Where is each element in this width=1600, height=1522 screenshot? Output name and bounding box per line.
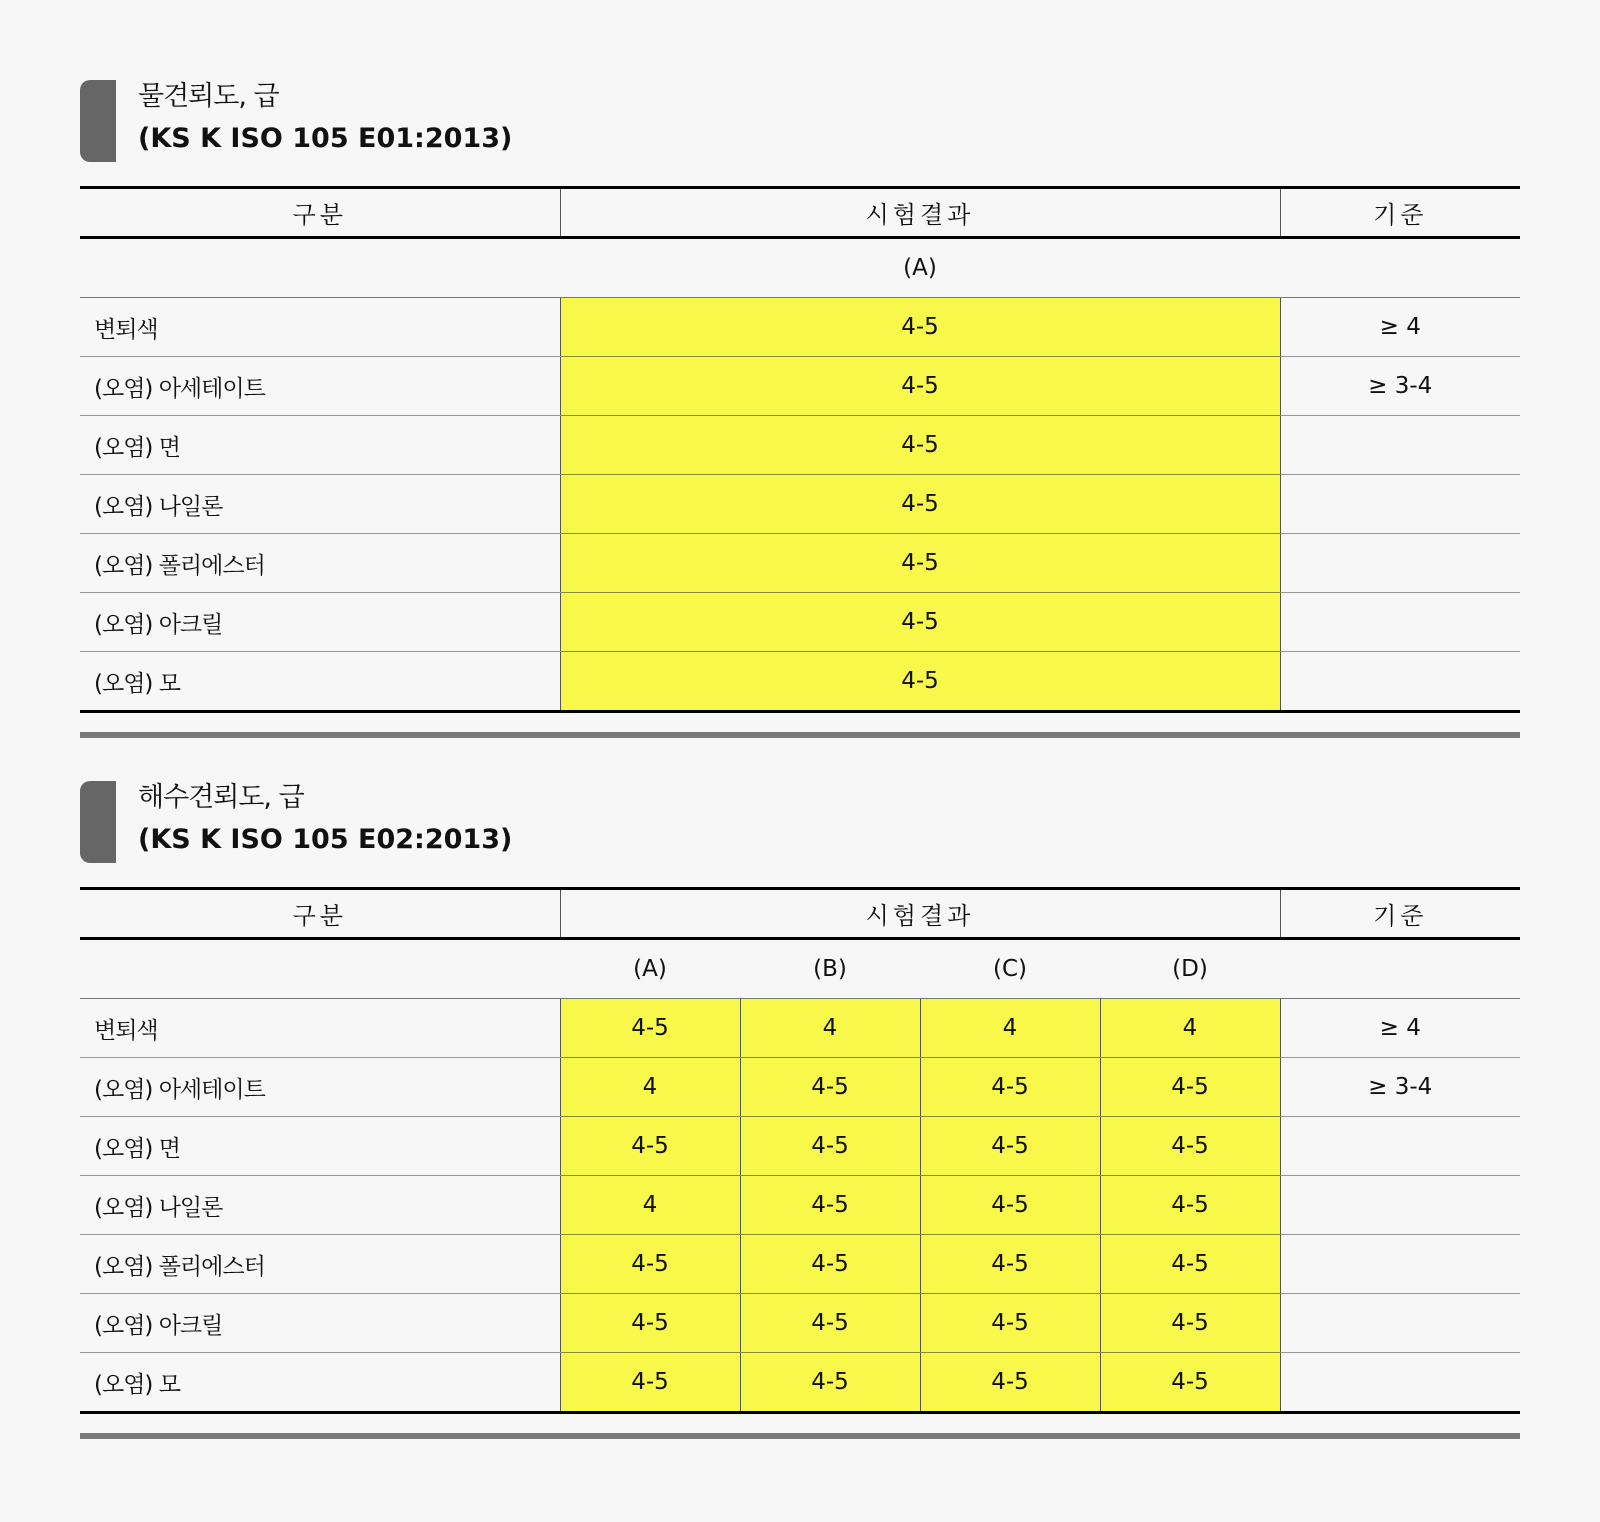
table-row (80, 1294, 1520, 1353)
section-divider (80, 732, 1520, 738)
result-value-cell: 4 (560, 1176, 740, 1235)
title-marker (80, 80, 116, 162)
row-label: 변퇴색 (80, 999, 560, 1058)
result-value-cell: 4-5 (560, 1353, 740, 1413)
result-value-cell: 4-5 (560, 652, 1280, 712)
header-test-result: 시험결과 (560, 889, 1280, 939)
sub-header-row (80, 939, 1520, 999)
water-fastness-section (80, 78, 1520, 697)
table-row (80, 1058, 1520, 1117)
result-value-cell: 4-5 (1100, 1058, 1280, 1117)
header-test-result: 시험결과 (560, 188, 1280, 238)
row-label: (오염) 아세테이트 (80, 1058, 560, 1117)
result-value-cell: 4-5 (740, 1353, 920, 1413)
table-row (80, 652, 1520, 712)
result-value-cell: 4-5 (560, 593, 1280, 652)
title-marker (80, 781, 116, 863)
result-value-cell: 4-5 (560, 357, 1280, 416)
header-standard: 기준 (1280, 188, 1520, 238)
result-value-cell: 4 (920, 999, 1100, 1058)
row-label: (오염) 폴리에스터 (80, 534, 560, 593)
row-label: (오염) 모 (80, 652, 560, 712)
result-value-cell: 4-5 (740, 1117, 920, 1176)
sub-header-cell: (A) (560, 238, 1280, 298)
row-label: (오염) 면 (80, 416, 560, 475)
result-value-cell: 4-5 (1100, 1176, 1280, 1235)
header-category: 구분 (80, 188, 560, 238)
row-label: (오염) 폴리에스터 (80, 1235, 560, 1294)
result-value-cell: 4-5 (920, 1117, 1100, 1176)
row-label: (오염) 아크릴 (80, 593, 560, 652)
table-row (80, 1117, 1520, 1176)
header-standard: 기준 (1280, 889, 1520, 939)
result-value-cell: 4 (740, 999, 920, 1058)
result-value-cell: 4 (560, 1058, 740, 1117)
table-row (80, 298, 1520, 357)
result-value-cell: 4-5 (920, 1176, 1100, 1235)
table-row (80, 416, 1520, 475)
standard-cell: ≥ 4 (1280, 298, 1520, 357)
section-title-main: 물견뢰도, 급 (138, 81, 279, 112)
sub-header-blank (80, 939, 560, 999)
row-label: (오염) 나일론 (80, 475, 560, 534)
sub-header-blank (80, 238, 560, 298)
sub-header-blank (1280, 939, 1520, 999)
result-value-cell: 4-5 (740, 1294, 920, 1353)
seawater-fastness-section (80, 779, 1520, 1398)
section-title-standard: (KS K ISO 105 E02:2013) (138, 824, 513, 855)
result-value-cell: 4-5 (740, 1176, 920, 1235)
standard-cell: ≥ 3-4 (1280, 357, 1520, 416)
sub-header-cell: (C) (920, 939, 1100, 999)
table-header-row (80, 188, 1520, 238)
results-table (80, 887, 1520, 1414)
result-value-cell: 4-5 (560, 1294, 740, 1353)
standard-cell (1280, 475, 1520, 534)
result-value-cell: 4-5 (740, 1235, 920, 1294)
row-label: (오염) 아세테이트 (80, 357, 560, 416)
standard-cell (1280, 1117, 1520, 1176)
table-row (80, 534, 1520, 593)
standard-cell (1280, 593, 1520, 652)
standard-cell: ≥ 4 (1280, 999, 1520, 1058)
row-label: (오염) 아크릴 (80, 1294, 560, 1353)
result-value-cell: 4-5 (1100, 1235, 1280, 1294)
sub-header-cell: (D) (1100, 939, 1280, 999)
section-divider (80, 1433, 1520, 1439)
row-label: 변퇴색 (80, 298, 560, 357)
result-value-cell: 4-5 (920, 1235, 1100, 1294)
result-value-cell: 4-5 (560, 475, 1280, 534)
standard-cell (1280, 1294, 1520, 1353)
sub-header-blank (1280, 238, 1520, 298)
result-value-cell: 4-5 (740, 1058, 920, 1117)
table-row (80, 1176, 1520, 1235)
section-title-standard: (KS K ISO 105 E01:2013) (138, 123, 513, 154)
result-value-cell: 4-5 (560, 416, 1280, 475)
table-row (80, 475, 1520, 534)
standard-cell (1280, 1176, 1520, 1235)
result-value-cell: 4-5 (560, 534, 1280, 593)
standard-cell (1280, 416, 1520, 475)
row-label: (오염) 나일론 (80, 1176, 560, 1235)
result-value-cell: 4-5 (560, 298, 1280, 357)
table-row (80, 593, 1520, 652)
result-value-cell: 4-5 (560, 1235, 740, 1294)
sub-header-cell: (A) (560, 939, 740, 999)
result-value-cell: 4-5 (920, 1353, 1100, 1413)
row-label: (오염) 모 (80, 1353, 560, 1413)
result-value-cell: 4-5 (920, 1058, 1100, 1117)
standard-cell: ≥ 3-4 (1280, 1058, 1520, 1117)
row-label: (오염) 면 (80, 1117, 560, 1176)
standard-cell (1280, 652, 1520, 712)
table-row (80, 999, 1520, 1058)
results-table (80, 186, 1520, 713)
section-title (80, 78, 1520, 186)
table-row (80, 1235, 1520, 1294)
standard-cell (1280, 1235, 1520, 1294)
result-value-cell: 4-5 (560, 999, 740, 1058)
standard-cell (1280, 1353, 1520, 1413)
sub-header-row (80, 238, 1520, 298)
standard-cell (1280, 534, 1520, 593)
section-title-main: 해수견뢰도, 급 (138, 782, 304, 813)
result-value-cell: 4-5 (920, 1294, 1100, 1353)
result-value-cell: 4 (1100, 999, 1280, 1058)
table-row (80, 1353, 1520, 1413)
result-value-cell: 4-5 (560, 1117, 740, 1176)
result-value-cell: 4-5 (1100, 1294, 1280, 1353)
table-row (80, 357, 1520, 416)
header-category: 구분 (80, 889, 560, 939)
sub-header-cell: (B) (740, 939, 920, 999)
table-header-row (80, 889, 1520, 939)
result-value-cell: 4-5 (1100, 1353, 1280, 1413)
result-value-cell: 4-5 (1100, 1117, 1280, 1176)
section-title (80, 779, 1520, 887)
